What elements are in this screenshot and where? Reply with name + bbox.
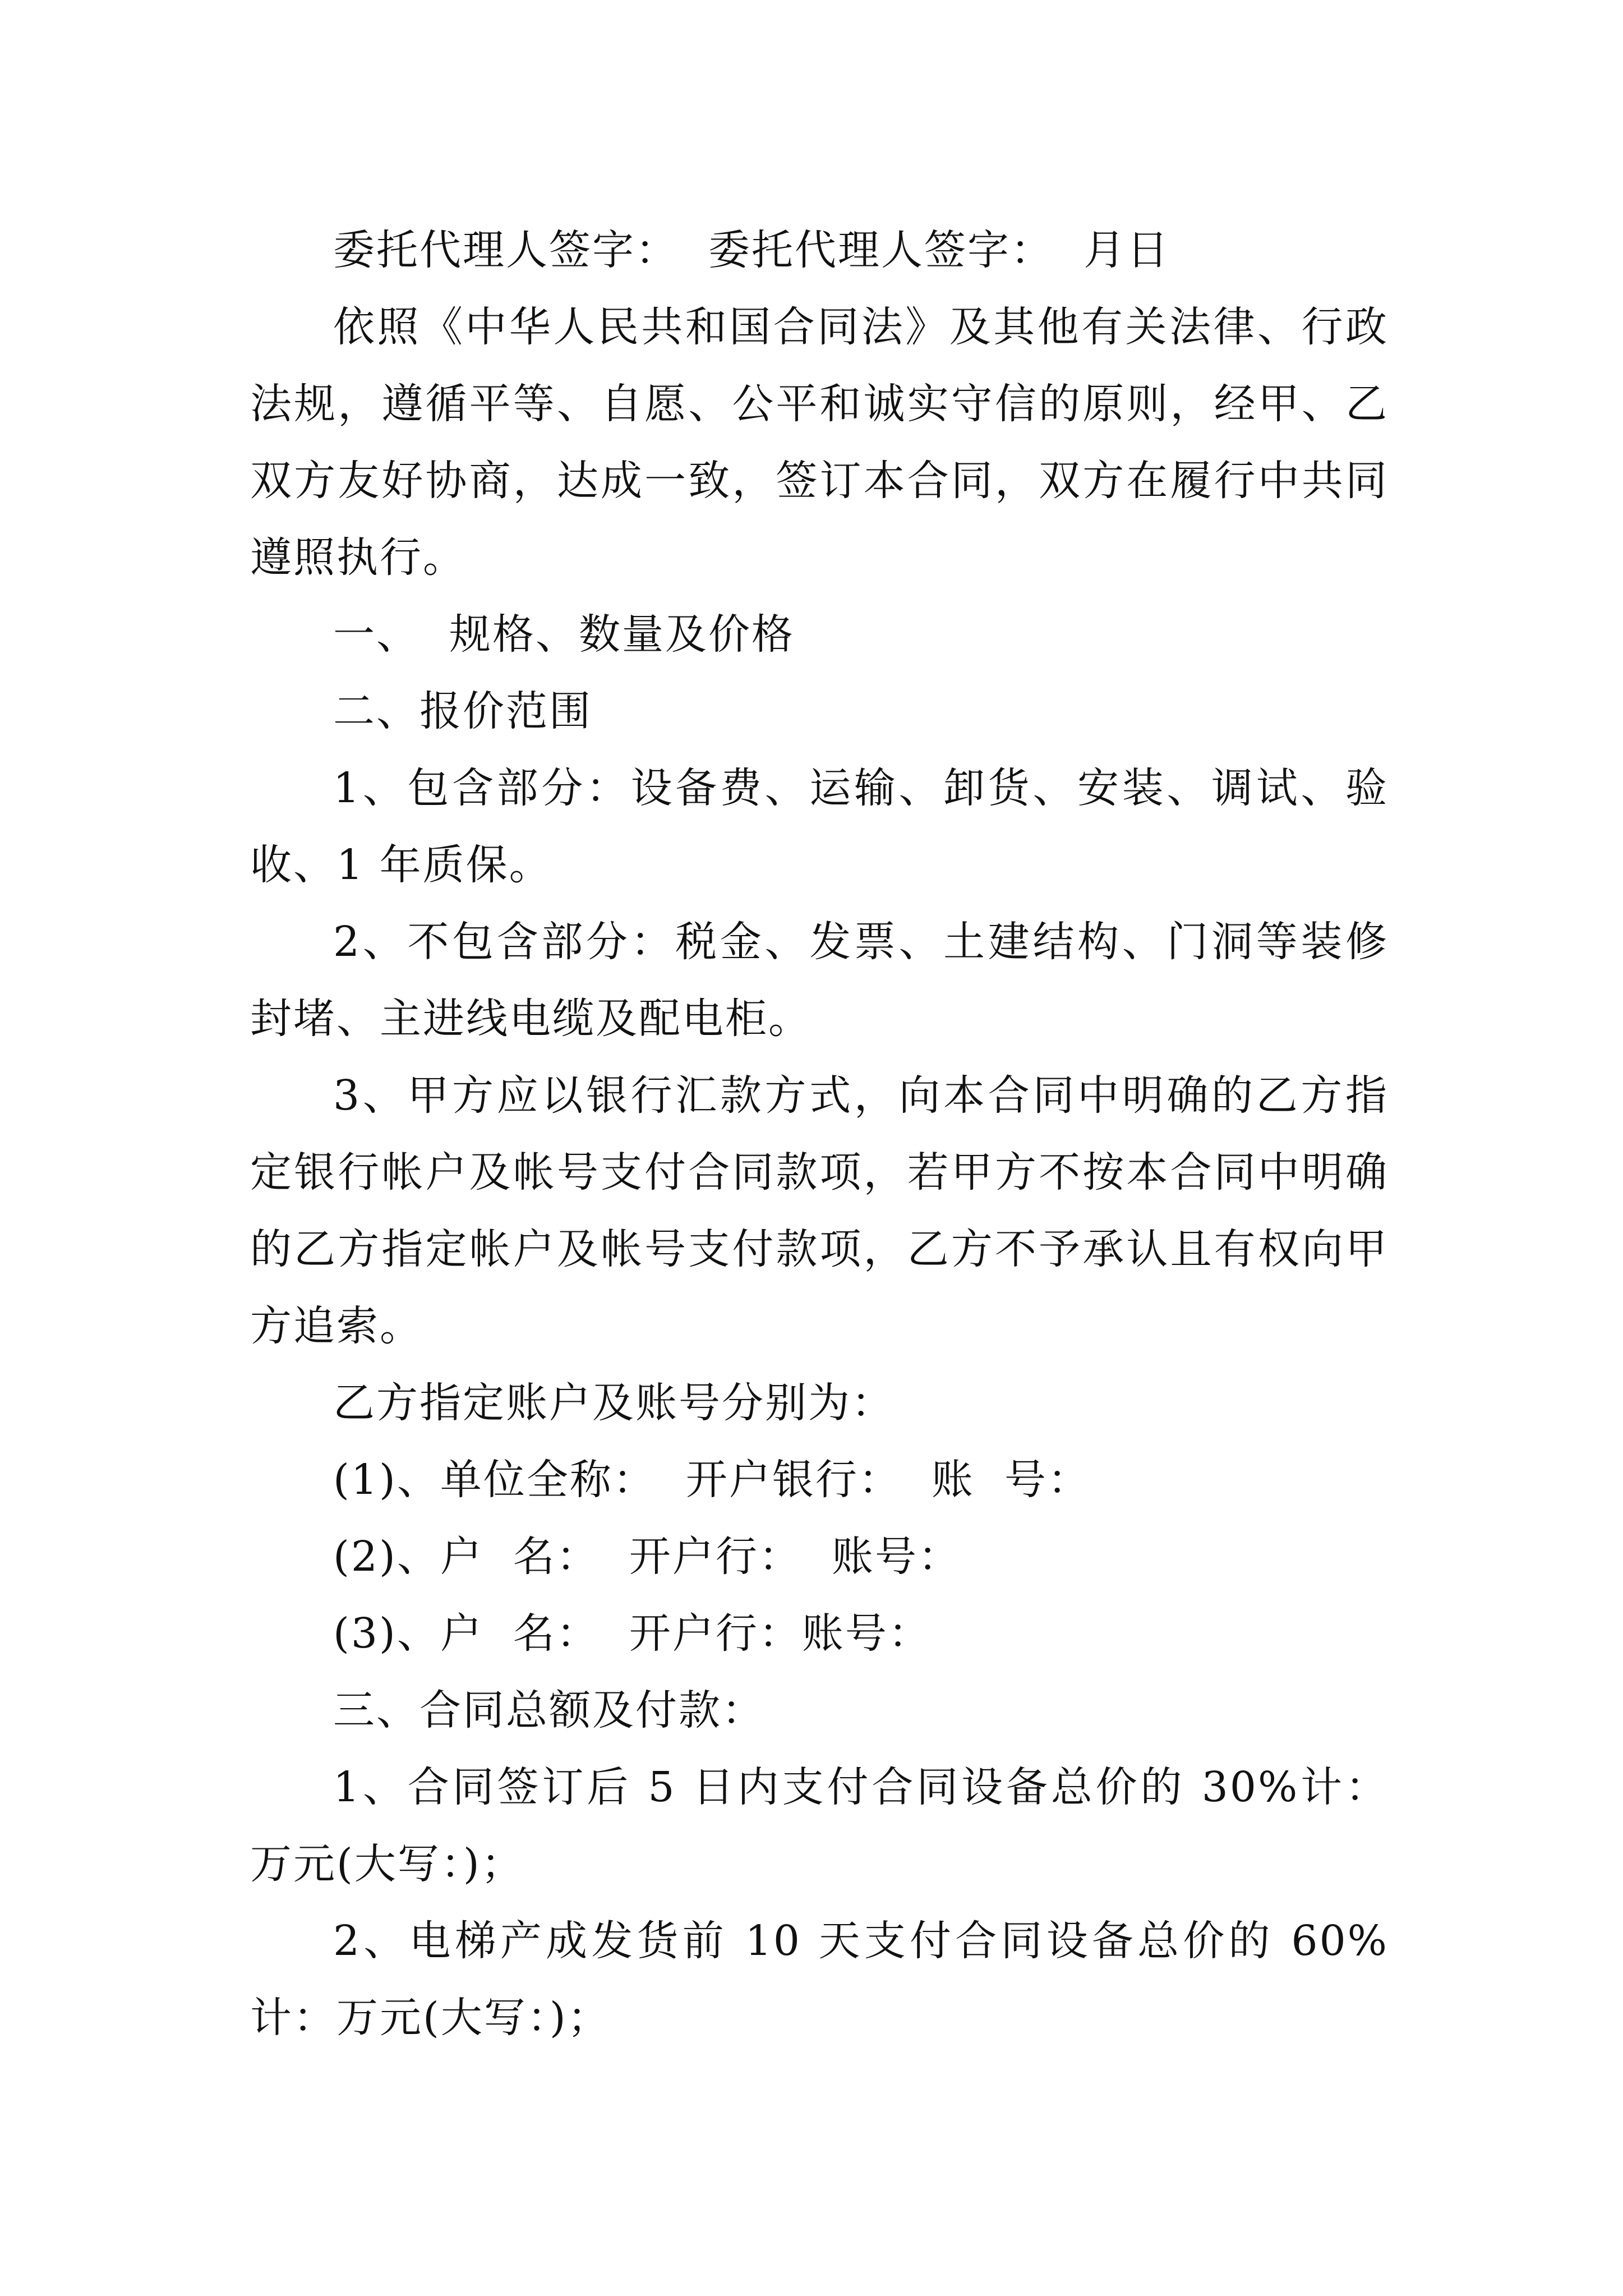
document-body <box>250 212 1419 2056</box>
account-intro: 乙方指定账户及账号分别为： <box>333 1379 895 1427</box>
payment-clause-2: 2、电梯产成发货前 10 天支付合同设备总价的 60%计：万元(大写：)； <box>250 1917 1389 2042</box>
section-heading-specs: 一、 规格、数量及价格 <box>333 610 795 659</box>
section-heading-total-payment: 三、合同总额及付款： <box>333 1686 765 1734</box>
account-line-2: (2)、户 名： 开户行： 账号： <box>333 1533 961 1581</box>
clause-payment-method: 3、甲方应以银行汇款方式，向本合同中明确的乙方指定银行帐户及帐号支付合同款项，若甲方不按本合同中明确的乙方指定帐户及帐号支付款项，乙方不予承认且有权向甲方追索。 <box>250 1071 1389 1350</box>
clause-included: 1、包含部分：设备费、运输、卸货、安装、调试、验收、1 年质保。 <box>250 764 1389 889</box>
contract-preamble: 依照《中华人民共和国合同法》及其他有关法律、行政法规，遵循平等、自愿、公平和诚实守信的原则，经甲、乙双方友好协商，达成一致，签订本合同，双方在履行中共同遵照执行。 <box>250 303 1389 582</box>
account-line-3: (3)、户 名： 开户行：账号： <box>333 1609 932 1658</box>
section-heading-quote-scope: 二、报价范围 <box>333 687 592 735</box>
clause-excluded: 2、不包含部分：税金、发票、土建结构、门洞等装修封堵、主进线电缆及配电柜。 <box>250 918 1389 1043</box>
signature-line: 委托代理人签字： 委托代理人签字： 月日 <box>333 226 1170 274</box>
account-line-1: (1)、单位全称： 开户银行： 账 号： <box>333 1456 1091 1504</box>
payment-clause-1: 1、合同签订后 5 日内支付合同设备总价的 30%计： 万元(大写：)； <box>250 1763 1419 1888</box>
